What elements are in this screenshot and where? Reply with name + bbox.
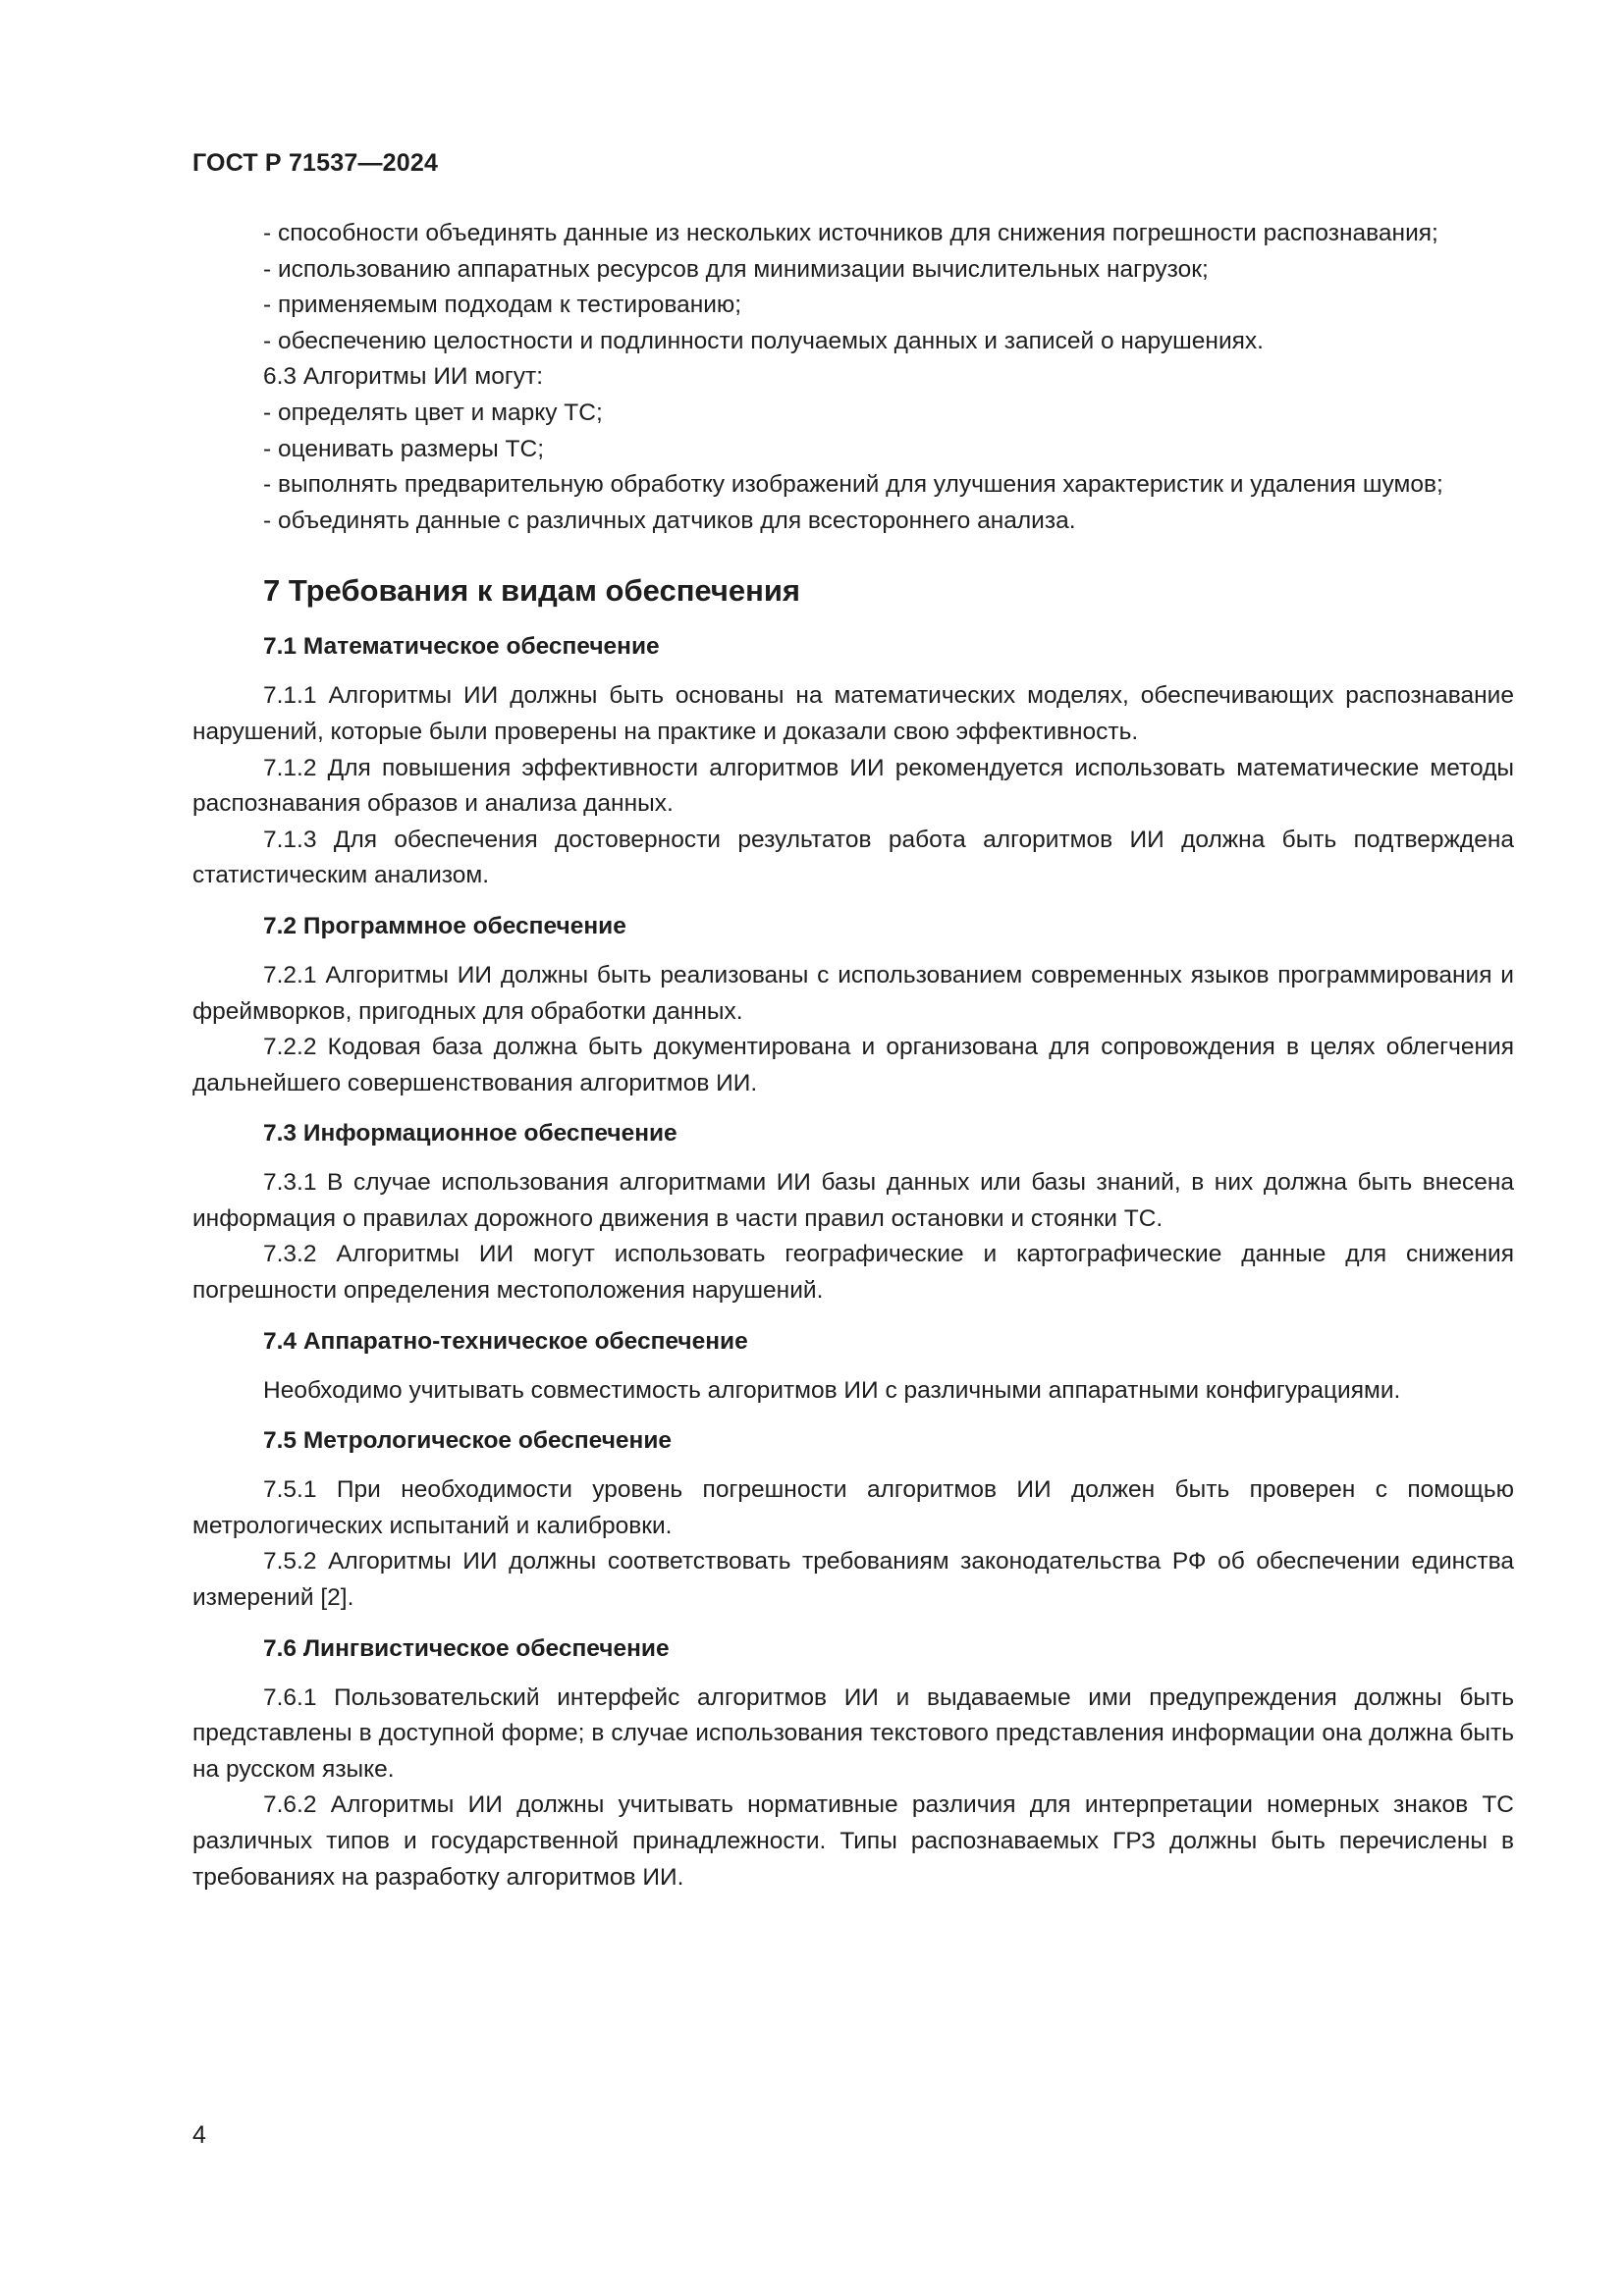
paragraph: 7.2.1 Алгоритмы ИИ должны быть реализованы с использованием современных языков программирования и фреймворков, пригодных для обработки данных. (192, 961, 1514, 1025)
subsection-7-5-title: 7.5 Метрологическое обеспечение (263, 1427, 673, 1455)
paragraph: 7.1.2 Для повышения эффективности алгоритмов ИИ рекомендуется использовать математические методы распознавания образов и анализа данных. (192, 754, 1514, 818)
clause-6-3: 6.3 Алгоритмы ИИ могут: (263, 363, 544, 391)
subsection-7-4-title: 7.4 Аппаратно-техническое обеспечение (263, 1327, 748, 1355)
paragraph: 7.3.1 В случае использования алгоритмами ИИ базы данных или базы знаний, в них должна быть внесена информация о правилах дорожного движения в части правил остановки и стоянки ТС. (192, 1169, 1514, 1232)
list-item: - использованию аппаратных ресурсов для минимизации вычислительных нагрузок; (263, 255, 1209, 283)
list-item: - способности объединять данные из нескольких источников для снижения погрешности распознавания; (263, 220, 1438, 246)
subsection-7-1-title: 7.1 Математическое обеспечение (263, 633, 660, 661)
section-7-title: 7 Требования к видам обеспечения (263, 573, 800, 609)
list-item: - обеспечению целостности и подлинности получаемых данных и записей о нарушениях. (263, 327, 1264, 354)
paragraph: 7.5.2 Алгоритмы ИИ должны соответствовать требованиям законодательства РФ об обеспечении единства измерений [2]. (192, 1548, 1514, 1612)
paragraph: 7.1.1 Алгоритмы ИИ должны быть основаны на математических моделях, обеспечивающих распознавание нарушений, которые были проверены на практике и доказали свою эффективность. (192, 682, 1514, 745)
subsection-7-6-title: 7.6 Лингвистическое обеспечение (263, 1634, 670, 1662)
paragraph: 7.6.1 Пользовательский интерфейс алгоритмов ИИ и выдаваемые ими предупреждения должны быть представлены в доступной форме; в случае использования текстового представления информации она должна быть на русском языке. (192, 1683, 1514, 1783)
subsection-7-2-title: 7.2 Программное обеспечение (263, 912, 626, 939)
paragraph: 7.3.2 Алгоритмы ИИ могут использовать географические и картографические данные для снижения погрешности определения местоположения нарушений. (192, 1241, 1514, 1305)
list-item: - оценивать размеры ТС; (263, 435, 544, 462)
list-item: - объединять данные с различных датчиков для всестороннего анализа. (263, 507, 1076, 534)
list-item: - выполнять предварительную обработку изображений для улучшения характеристик и удаления шумов; (263, 471, 1443, 499)
paragraph: 7.1.3 Для обеспечения достоверности результатов работа алгоритмов ИИ должна быть подтверждена статистическим анализом. (192, 826, 1514, 889)
subsection-7-3-title: 7.3 Информационное обеспечение (263, 1120, 677, 1148)
paragraph: 7.5.1 При необходимости уровень погрешности алгоритмов ИИ должен быть проверен с помощью метрологических испытаний и калибровки. (192, 1476, 1514, 1539)
list-item: - определять цвет и марку ТС; (263, 399, 603, 426)
document-body (192, 216, 1514, 1896)
page-number: 4 (192, 2121, 206, 2149)
paragraph: Необходимо учитывать совместимость алгоритмов ИИ с различными аппаратными конфигурациями. (263, 1376, 1401, 1404)
paragraph: 7.2.2 Кодовая база должна быть документирована и организована для сопровождения в целях облегчения дальнейшего совершенствования алгоритмов ИИ. (192, 1034, 1514, 1096)
paragraph: 7.6.2 Алгоритмы ИИ должны учитывать нормативные различия для интерпретации номерных знаков ТС различных типов и государственной принадлежности. Типы распознаваемых ГРЗ должны быть перечислены в требованиях на разработку алгоритмов ИИ. (192, 1791, 1514, 1891)
list-item: - применяемым подходам к тестированию; (263, 292, 742, 319)
document-code-header: ГОСТ Р 71537—2024 (192, 149, 439, 177)
